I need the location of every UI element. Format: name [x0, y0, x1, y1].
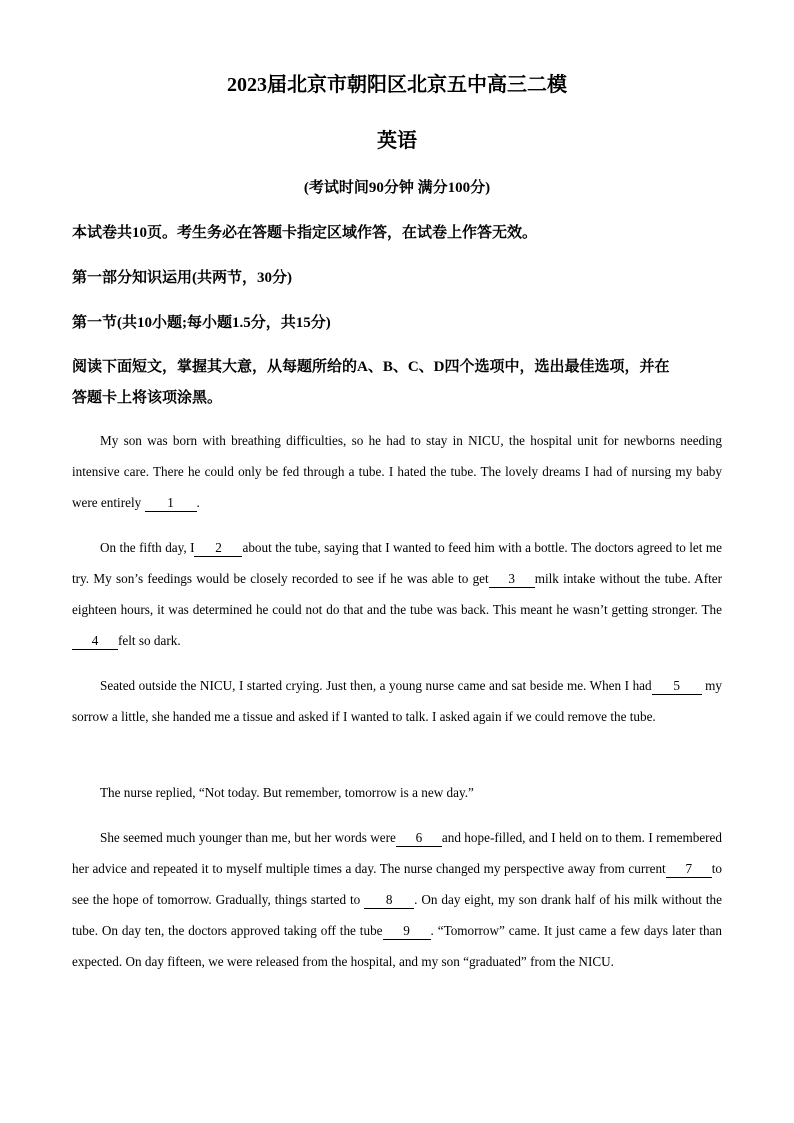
subject-title: 英语 — [377, 130, 417, 152]
directions-line-2: 答题卡上将该项涂黑。 — [72, 390, 223, 406]
paragraph-text: My son was born with breathing difficulties, so he had to stay in NICU, the hospital unit for newborns needing intensive care. There he could only be fed through a tube. I hated the tube. The lovely dreams I had of nursing my baby were entirely — [72, 433, 722, 510]
section-heading: 第一节(共10小题;每小题1.5分，共15分) — [72, 315, 331, 331]
paragraph-text: . “Tomorrow” came. It just came a few days later than expected. On day fifteen, we were released from the hospital, and my son “graduated” from the NICU. — [72, 923, 722, 969]
blank-3: 3 — [489, 571, 535, 588]
directions-line-1: 阅读下面短文，掌握其大意，从每题所给的A、B、C、D四个选项中，选出最佳选项，并在 — [72, 359, 670, 375]
blank-9: 9 — [383, 923, 431, 940]
passage-paragraph-1 — [72, 425, 722, 518]
passage-paragraph-3 — [72, 670, 722, 732]
paragraph-text: felt so dark. — [118, 633, 181, 648]
paragraph-text: milk intake without the tube. After eighteen hours, it was determined he could not do that and the tube was back. This meant he wasn’t getting stronger. The — [72, 571, 722, 617]
paragraph-text: and hope-filled, and I held on to them. I remembered her advice and repeated it to myself multiple times a day. The nurse changed my perspective away from current — [72, 830, 723, 876]
paragraph-text: . On day eight, my son drank half of his milk without the tube. On day ten, the doctors approved taking off the tube — [72, 892, 722, 938]
part-heading: 第一部分知识运用(共两节，30分) — [72, 270, 292, 286]
blank-4: 4 — [72, 633, 118, 650]
blank-2: 2 — [194, 540, 242, 557]
passage-paragraph-5 — [72, 822, 722, 977]
exam-notice: 本试卷共10页。考生务必在答题卡指定区域作答，在试卷上作答无效。 — [72, 225, 538, 241]
paragraph-text: The nurse replied, “Not today. But remember, tomorrow is a new day.” — [100, 785, 474, 800]
passage-paragraph-4 — [72, 777, 722, 808]
blank-8: 8 — [364, 892, 414, 909]
blank-6: 6 — [396, 830, 442, 847]
passage-paragraph-2 — [72, 532, 722, 656]
blank-7: 7 — [666, 861, 712, 878]
blank-5: 5 — [652, 678, 702, 695]
blank-1: 1 — [145, 495, 197, 512]
paragraph-text: She seemed much younger than me, but her words were — [100, 830, 396, 845]
exam-info: (考试时间90分钟 满分100分) — [303, 180, 491, 196]
paragraph-text: to see the hope of tomorrow. Gradually, things started to — [72, 861, 722, 907]
paragraph-text: . — [196, 495, 200, 510]
paragraph-text: Seated outside the NICU, I started crying. Just then, a young nurse came and sat beside me. When I had — [100, 678, 652, 693]
paragraph-text: On the fifth day, I — [100, 540, 195, 555]
paragraph-text: about the tube, saying that I wanted to feed him with a bottle. The doctors agreed to let me try. My son’s feedings would be closely recorded to see if he was able to get — [72, 540, 722, 586]
exam-title: 2023届北京市朝阳区北京五中高三二模 — [227, 74, 567, 96]
paragraph-text: my sorrow a little, she handed me a tissue and asked if I wanted to talk. I asked again if we could remove the tube. — [72, 678, 722, 724]
